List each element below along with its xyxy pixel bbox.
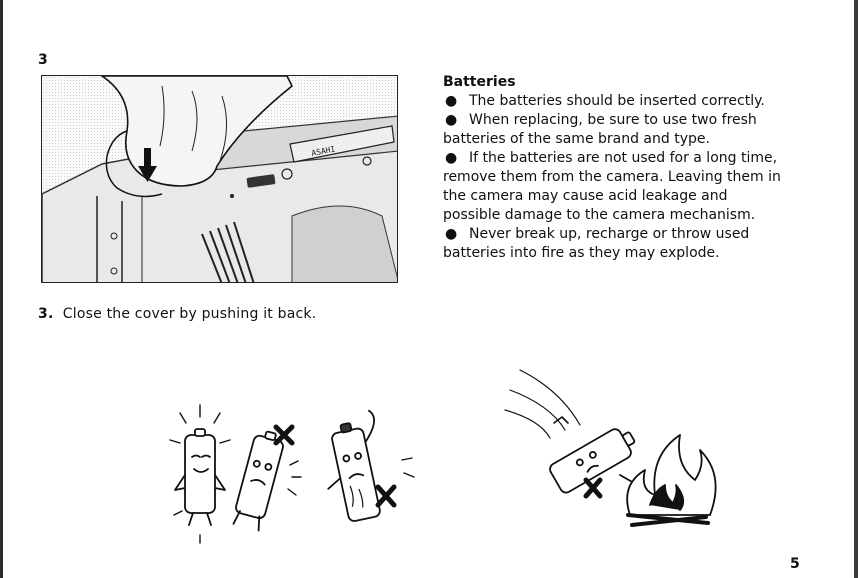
leaking-battery-icon <box>314 410 394 525</box>
happy-battery-icon <box>170 405 230 543</box>
bullet-icon: ● <box>445 112 458 128</box>
battery-note-1 <box>443 92 788 111</box>
battery-note-2-text: When replacing, be sure to use two fresh batteries of the same brand and type. <box>443 112 757 147</box>
caption-number: 3. <box>38 306 54 322</box>
cross-mark-icon <box>586 480 600 496</box>
cross-mark-icon <box>378 487 394 505</box>
caption-text: Close the cover by pushing it back. <box>62 306 317 322</box>
batteries-heading: Batteries <box>443 74 516 90</box>
bullet-icon: ● <box>445 93 458 109</box>
camera-brand-label: ASAHI <box>310 144 337 158</box>
page-left-edge <box>0 0 3 578</box>
battery-note-4 <box>443 225 788 263</box>
battery-note-3-text: If the batteries are not used for a long time, remove them from the camera. Leaving them in the camera may cause acid leakage and possible damage to the camera mechanism. <box>443 150 781 223</box>
step-number: 3 <box>38 52 48 68</box>
battery-warning-illustration <box>150 365 730 550</box>
camera-battery-cover-photo <box>41 75 398 283</box>
battery-note-2 <box>443 111 788 149</box>
bullet-icon: ● <box>445 226 458 242</box>
cross-mark-icon <box>276 427 292 443</box>
batteries-section <box>443 73 788 263</box>
fire-icon <box>627 435 715 525</box>
step-caption <box>38 306 316 322</box>
battery-note-4-text: Never break up, recharge or throw used batteries into fire as they may explode. <box>443 226 750 261</box>
page-right-edge <box>854 0 858 578</box>
page-number: 5 <box>790 556 800 572</box>
bullet-icon: ● <box>445 150 458 166</box>
battery-note-1-text: The batteries should be inserted correctly. <box>469 93 765 109</box>
battery-note-3 <box>443 149 788 225</box>
